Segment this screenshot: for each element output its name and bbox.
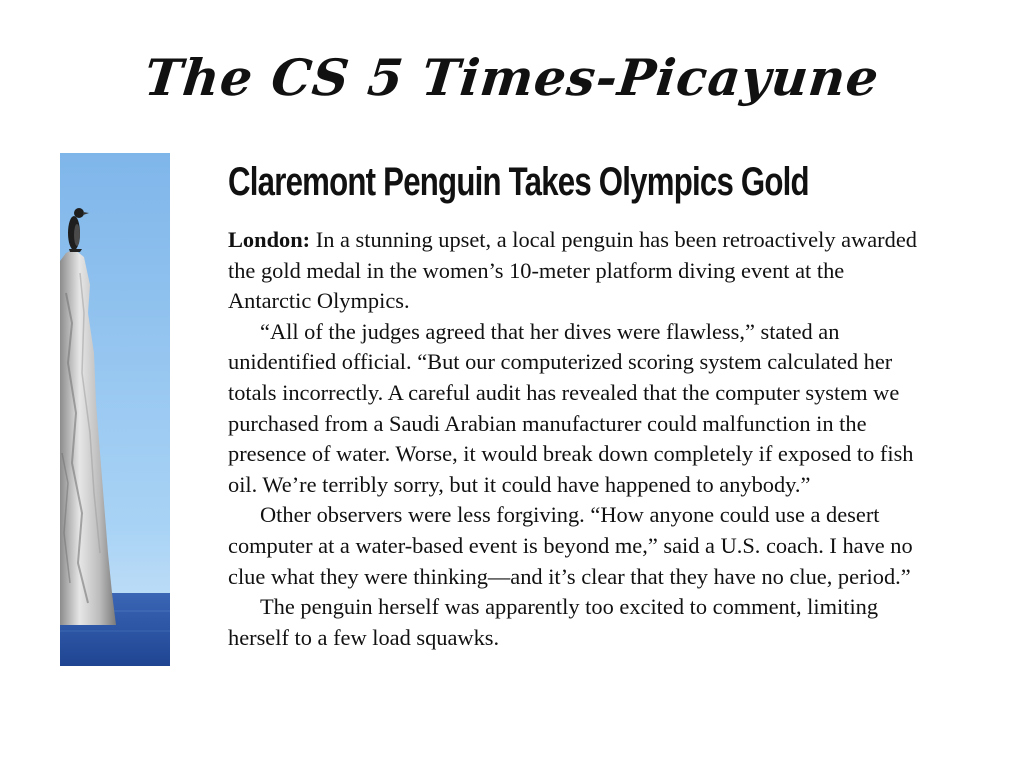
article-paragraph: Other observers were less forgiving. “How anyone could use a desert computer at a water-based event is beyond me,” said a U.S. coach. I have no clue what they were thinking—and it’s clear that they have no clue, period.” [228,502,913,589]
masthead-title: The CS 5 Times-Picayune [141,48,883,107]
article-paragraph: The penguin herself was apparently too excited to comment, limiting herself to a few load squawks. [228,594,879,650]
article-body [228,225,928,653]
article-dateline: London: [228,227,311,252]
article-paragraph: “All of the judges agreed that her dives were flawless,” stated an unidentified official. “But our computerized scoring system calculated her totals incorrectly. A careful audit has revealed that the computer system we purchased from a Saudi Arabian manufacturer could malfunction in the presence of water. Worse, it would break down completely if exposed to fish oil. We’re terribly sorry, but it could have happened to anybody.” [228,318,914,497]
article-lead-paragraph [228,225,928,317]
article-headline: Claremont Penguin Takes Olympics Gold [228,160,809,204]
penguin-on-cliff-image [60,153,170,666]
article-lead-text: In a stunning upset, a local penguin has been retroactively awarded the gold medal in the women’s 10-meter platform diving event at the Antarctic Olympics. [228,227,917,314]
